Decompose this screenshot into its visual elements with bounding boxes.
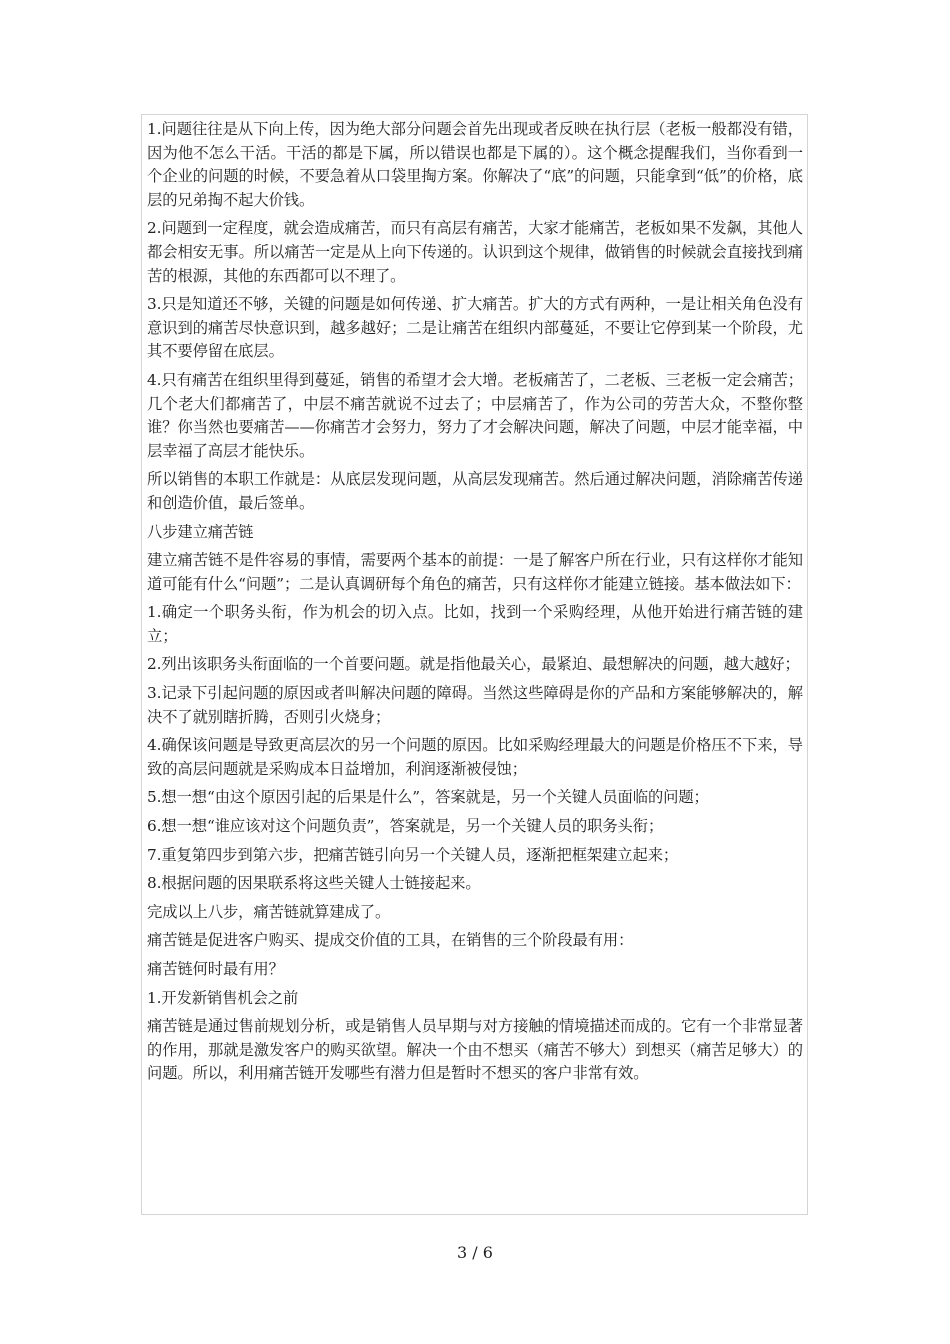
- paragraph-pain-chain-purpose: 痛苦链是通过售前规划分析，或是销售人员早期与对方接触的情境描述而成的。它有一个非常显著的作用，那就是激发客户的购买欲望。解决一个由不想买（痛苦不够大）到想买（痛苦足够大）的问题。所以，利用痛苦链开发哪些有潜力但是暂时不想买的客户非常有效。: [147, 1017, 803, 1083]
- step-5: 5.想一想“由这个原因引起的后果是什么”，答案就是，另一个关键人员面临的问题；: [147, 788, 709, 807]
- step-7: 7.重复第四步到第六步，把痛苦链引向另一个关键人员，逐渐把框架建立起来；: [147, 845, 679, 864]
- paragraph-2: 2.问题到一定程度，就会造成痛苦，而只有高层有痛苦，大家才能痛苦，老板如果不发飙，其他人都会相安无事。所以痛苦一定是从上向下传递的。认识到这个规律，做销售的时候就会直接找到痛苦的根源，其他的东西都可以不理了。: [147, 219, 803, 285]
- paragraph-1: 1.问题往往是从下向上传，因为绝大部分问题会首先出现或者反映在执行层（老板一般都没有错，因为他不怎么干活。干活的都是下属，所以错误也都是下属的）。这个概念提醒我们，当你看到一个企业的问题的时候，不要急着从口袋里掏方案。你解决了“底”的问题，只能拿到“低”的价格，底层的兄弟掏不起大价钱。: [147, 120, 803, 209]
- section-heading-eight-steps: 八步建立痛苦链: [147, 522, 254, 541]
- step-3: 3.记录下引起问题的原因或者叫解决问题的障碍。当然这些障碍是你的产品和方案能够解决的，解决不了就别瞎折腾，否则引火烧身；: [147, 684, 803, 726]
- step-6: 6.想一想“谁应该对这个问题负责”，答案就是，另一个关键人员的职务头衔；: [147, 817, 664, 836]
- paragraph-summary: 所以销售的本职工作就是：从底层发现问题，从高层发现痛苦。然后通过解决问题，消除痛苦传递和创造价值，最后签单。: [147, 470, 803, 512]
- page-number: 3 / 6: [457, 1243, 493, 1262]
- paragraph-4: 4.只有痛苦在组织里得到蔓延，销售的希望才会大增。老板痛苦了，二老板、三老板一定会痛苦；几个老大们都痛苦了，中层不痛苦就说不过去了；中层痛苦了，作为公司的劳苦大众，不整你整谁？你当然也要痛苦——你痛苦才会努力，努力了才会解决问题，解决了问题，中层才能幸福，中层幸福了高层才能快乐。: [147, 370, 803, 460]
- paragraph-completion: 完成以上八步，痛苦链就算建成了。: [147, 902, 391, 921]
- section-heading-when-useful: 痛苦链何时最有用？: [147, 960, 284, 978]
- paragraph-3: 3.只是知道还不够，关键的问题是如何传递、扩大痛苦。扩大的方式有两种，一是让相关角色没有意识到的痛苦尽快意识到，越多越好；二是让痛苦在组织内部蔓延，不要让它停到某一个阶段，尤其不要停留在底层。: [147, 295, 803, 361]
- step-8: 8.根据问题的因果联系将这些关键人士链接起来。: [147, 874, 481, 893]
- paragraph-tool-description: 痛苦链是促进客户购买、提成交价值的工具，在销售的三个阶段最有用：: [147, 931, 634, 950]
- step-4: 4.确保该问题是导致更高层次的另一个问题的原因。比如采购经理最大的问题是价格压不下来，导致的高层问题就是采购成本日益增加，利润逐渐被侵蚀；: [147, 736, 803, 778]
- content-frame: [141, 114, 808, 1215]
- subheading-before-new-opportunity: 1.开发新销售机会之前: [147, 988, 299, 1007]
- step-1: 1.确定一个职务头衔，作为机会的切入点。比如，找到一个采购经理，从他开始进行痛苦链的建立；: [147, 603, 803, 645]
- paragraph-prerequisites: 建立痛苦链不是件容易的事情，需要两个基本的前提：一是了解客户所在行业，只有这样你才能知道可能有什么“问题”；二是认真调研每个角色的痛苦，只有这样你才能建立链接。基本做法如下：: [147, 551, 803, 593]
- step-2: 2.列出该职务头衔面临的一个首要问题。就是指他最关心，最紧迫、最想解决的问题，越大越好；: [147, 655, 800, 674]
